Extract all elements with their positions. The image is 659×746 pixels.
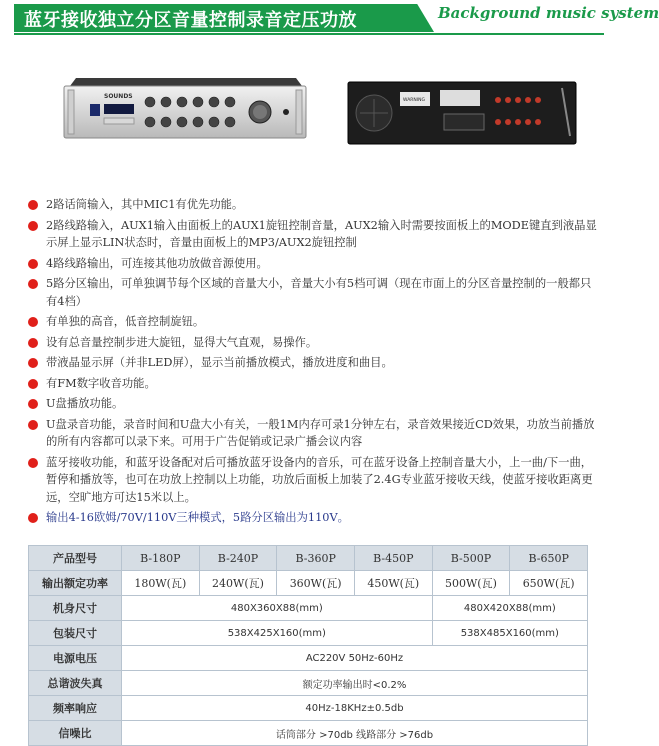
table-row [29,546,588,571]
snr-cell: 话筒部分 >70db 线路部分 >76db [122,721,588,746]
freq-cell: 40Hz-18KHz±0.5db [122,696,588,721]
feature-item: 设有总音量控制步进大旋钮，显得大气直观，易操作。 [28,334,598,352]
amplifier-front-image [64,78,306,144]
bullet-icon [28,221,38,231]
brand-logo: SOUNDS [104,93,133,100]
feature-item: 有FM数字收音功能。 [28,375,598,393]
power-cell: 650W(瓦) [510,571,588,596]
bullet-icon [28,317,38,327]
power-cell: 500W(瓦) [432,571,510,596]
size-cell: 480X360X88(mm) [122,596,433,621]
bullet-icon [28,420,38,430]
bullet-icon [28,279,38,289]
table-row [29,671,588,696]
pack-cell: 538X425X160(mm) [122,621,433,646]
power-cell: 240W(瓦) [199,571,277,596]
bullet-icon [28,338,38,348]
feature-item: 5路分区输出，可单独调节每个区域的音量大小，音量大小有5档可调（现在市面上的分区音量控制的一般都只有4档） [28,275,598,310]
amplifier-rear-image [348,82,576,144]
table-row [29,596,588,621]
pack-cell: 538X485X160(mm) [432,621,587,646]
row-label: 输出额定功率 [29,571,122,596]
page-header [0,0,659,36]
row-label: 信噪比 [29,721,122,746]
size-cell: 480X420X88(mm) [432,596,587,621]
model-cell: B-500P [432,546,510,571]
table-row [29,721,588,746]
feature-list [28,196,598,530]
header-rule [14,33,604,35]
power-cell: 450W(瓦) [354,571,432,596]
voltage-cell: AC220V 50Hz-60Hz [122,646,588,671]
feature-item: 输出4-16欧姆/70V/110V三种模式，5路分区输出为110V。 [28,509,598,527]
feature-item: U盘播放功能。 [28,395,598,413]
row-label: 电源电压 [29,646,122,671]
bullet-icon [28,399,38,409]
feature-item: 有单独的高音，低音控制旋钮。 [28,313,598,331]
bullet-icon [28,513,38,523]
row-label: 机身尺寸 [29,596,122,621]
thd-cell: 额定功率输出时<0.2% [122,671,588,696]
page-title: 蓝牙接收独立分区音量控制录音定压功放 [24,10,357,31]
bullet-icon [28,259,38,269]
row-label: 产品型号 [29,546,122,571]
power-cell: 180W(瓦) [122,571,200,596]
bullet-icon [28,458,38,468]
page-subtitle: Background music system [438,4,659,22]
warning-label: WARNING [403,98,425,103]
table-row [29,621,588,646]
feature-item: 4路线路输出，可连接其他功放做音源使用。 [28,255,598,273]
row-label: 总谐波失真 [29,671,122,696]
feature-item: 蓝牙接收功能，和蓝牙设备配对后可播放蓝牙设备内的音乐，可在蓝牙设备上控制音量大小，上一曲/下一曲，暂停和播放等，也可在功放上控制以上功能，功放后面板上加装了2.4G专业蓝牙接收天线，使蓝牙接收距离更远，空旷地方可达15米以上。 [28,454,598,507]
spec-table [28,545,588,746]
table-row [29,646,588,671]
bullet-icon [28,358,38,368]
table-row [29,571,588,596]
feature-item: U盘录音功能，录音时间和U盘大小有关，一般1M内存可录1分钟左右，录音效果接近CD效果，功放当前播放的所有内容都可以录下来。可用于广告促销或记录广播会议内容 [28,416,598,451]
model-cell: B-650P [510,546,588,571]
model-cell: B-450P [354,546,432,571]
model-cell: B-180P [122,546,200,571]
feature-item: 2路线路输入，AUX1输入由面板上的AUX1旋钮控制音量，AUX2输入时需要按面板上的MODE键直到液晶显示屏上显示LIN状态时，音量由面板上的MP3/AUX2旋钮控制 [28,217,598,252]
row-label: 频率响应 [29,696,122,721]
row-label: 包装尺寸 [29,621,122,646]
model-cell: B-240P [199,546,277,571]
table-row [29,696,588,721]
bullet-icon [28,200,38,210]
bullet-icon [28,379,38,389]
feature-item: 2路话筒输入，其中MIC1有优先功能。 [28,196,598,214]
power-cell: 360W(瓦) [277,571,355,596]
model-cell: B-360P [277,546,355,571]
feature-item: 带液晶显示屏（并非LED屏），显示当前播放模式，播放进度和曲目。 [28,354,598,372]
